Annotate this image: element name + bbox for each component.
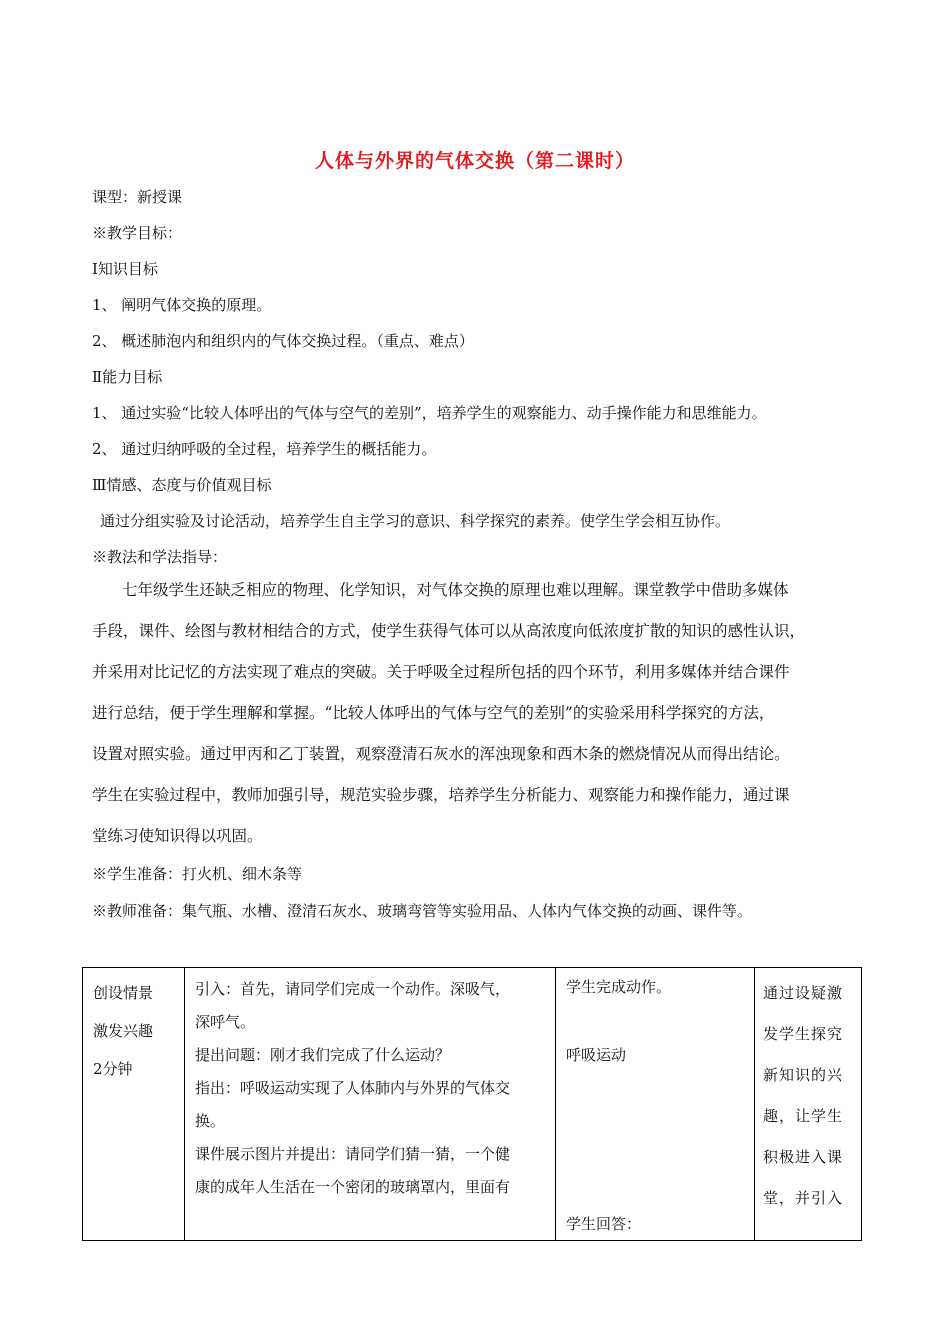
document-title: 人体与外界的气体交换（第二课时）	[314, 150, 635, 172]
objectives-heading: ※教学目标：	[92, 224, 183, 242]
knowledge-item-1: 1、 阐明气体交换的原理。	[92, 296, 272, 314]
knowledge-item-2: 2、 概述肺泡内和组织内的气体交换过程。（重点、难点）	[92, 332, 474, 350]
intent-line: 发学生探究	[763, 1025, 844, 1043]
table-row	[83, 968, 862, 1241]
student-line: 呼吸运动	[566, 1046, 627, 1064]
student-prep: ※学生准备：打火机、细木条等	[92, 865, 303, 883]
stage-line: 2分钟	[93, 1060, 133, 1078]
teacher-line: 康的成年人生活在一个密闭的玻璃罩内，里面有	[195, 1178, 511, 1196]
emotion-heading: Ⅲ情感、态度与价值观目标	[92, 476, 272, 494]
teacher-line: 课件展示图片并提出：请同学们猜一猜，一个健	[195, 1145, 511, 1163]
method-line: 手段，课件、绘图与教材相结合的方式，使学生获得气体可以从高浓度向低浓度扩散的知识的感性认识，	[92, 622, 806, 640]
method-line: 并采用对比记忆的方法实现了难点的突破。关于呼吸全过程所包括的四个环节，利用多媒体并结合课件	[92, 663, 790, 681]
teacher-line: 引入：首先，请同学们完成一个动作。深吸气，	[195, 980, 511, 998]
intent-line: 堂，并引入	[763, 1189, 844, 1207]
student-line: 学生回答：	[566, 1215, 642, 1233]
method-line: 学生在实验过程中，教师加强引导，规范实验步骤，培养学生分析能力、观察能力和操作能力，通过课	[92, 786, 790, 804]
teacher-line: 提出问题：刚才我们完成了什么运动？	[195, 1046, 451, 1064]
intent-line: 积极进入课	[763, 1148, 844, 1166]
method-line: 进行总结，便于学生理解和掌握。“比较人体呼出的气体与空气的差别”的实验采用科学探究的方法，	[92, 704, 775, 722]
stage-line: 激发兴趣	[93, 1022, 154, 1040]
teacher-line: 指出：呼吸运动实现了人体肺内与外界的气体交	[195, 1079, 511, 1097]
intent-line: 新知识的兴	[763, 1066, 844, 1084]
teacher-activity-cell	[185, 968, 556, 1241]
intent-line: 趣，让学生	[763, 1107, 844, 1125]
knowledge-heading: Ⅰ知识目标	[92, 260, 158, 278]
student-activity-cell	[556, 968, 755, 1241]
emotion-text: 通过分组实验及讨论活动，培养学生自主学习的意识、科学探究的素养。使学生学会相互协作。	[100, 512, 731, 530]
ability-item-2: 2、 通过归纳呼吸的全过程，培养学生的概括能力。	[92, 440, 437, 458]
teacher-line: 深呼气。	[195, 1013, 256, 1031]
method-line: 设置对照实验。通过甲丙和乙丁装置，观察澄清石灰水的浑浊现象和西木条的燃烧情况从而得出结论。	[92, 745, 790, 763]
lesson-type: 课型：新授课	[92, 188, 183, 206]
method-line: 七年级学生还缺乏相应的物理、化学知识，对气体交换的原理也难以理解。课堂教学中借助多媒体	[122, 581, 789, 599]
ability-item-1: 1、 通过实验“比较人体呼出的气体与空气的差别”，培养学生的观察能力、动手操作能力和思维能力。	[92, 404, 767, 422]
student-line: 学生完成动作。	[566, 978, 672, 996]
teacher-line: 换。	[195, 1112, 226, 1130]
teacher-prep: ※教师准备：集气瓶、水槽、澄清石灰水、玻璃弯管等实验用品、人体内气体交换的动画、课件等。	[92, 902, 753, 920]
lesson-plan-table	[82, 967, 862, 1241]
method-paragraph	[92, 570, 862, 857]
intent-line: 通过设疑激	[763, 984, 844, 1002]
intent-cell	[755, 968, 862, 1241]
method-line: 堂练习使知识得以巩固。	[92, 827, 263, 845]
method-heading: ※教法和学法指导：	[92, 548, 228, 566]
ability-heading: Ⅱ能力目标	[92, 368, 163, 386]
stage-cell	[83, 968, 185, 1241]
stage-line: 创设情景	[93, 984, 154, 1002]
